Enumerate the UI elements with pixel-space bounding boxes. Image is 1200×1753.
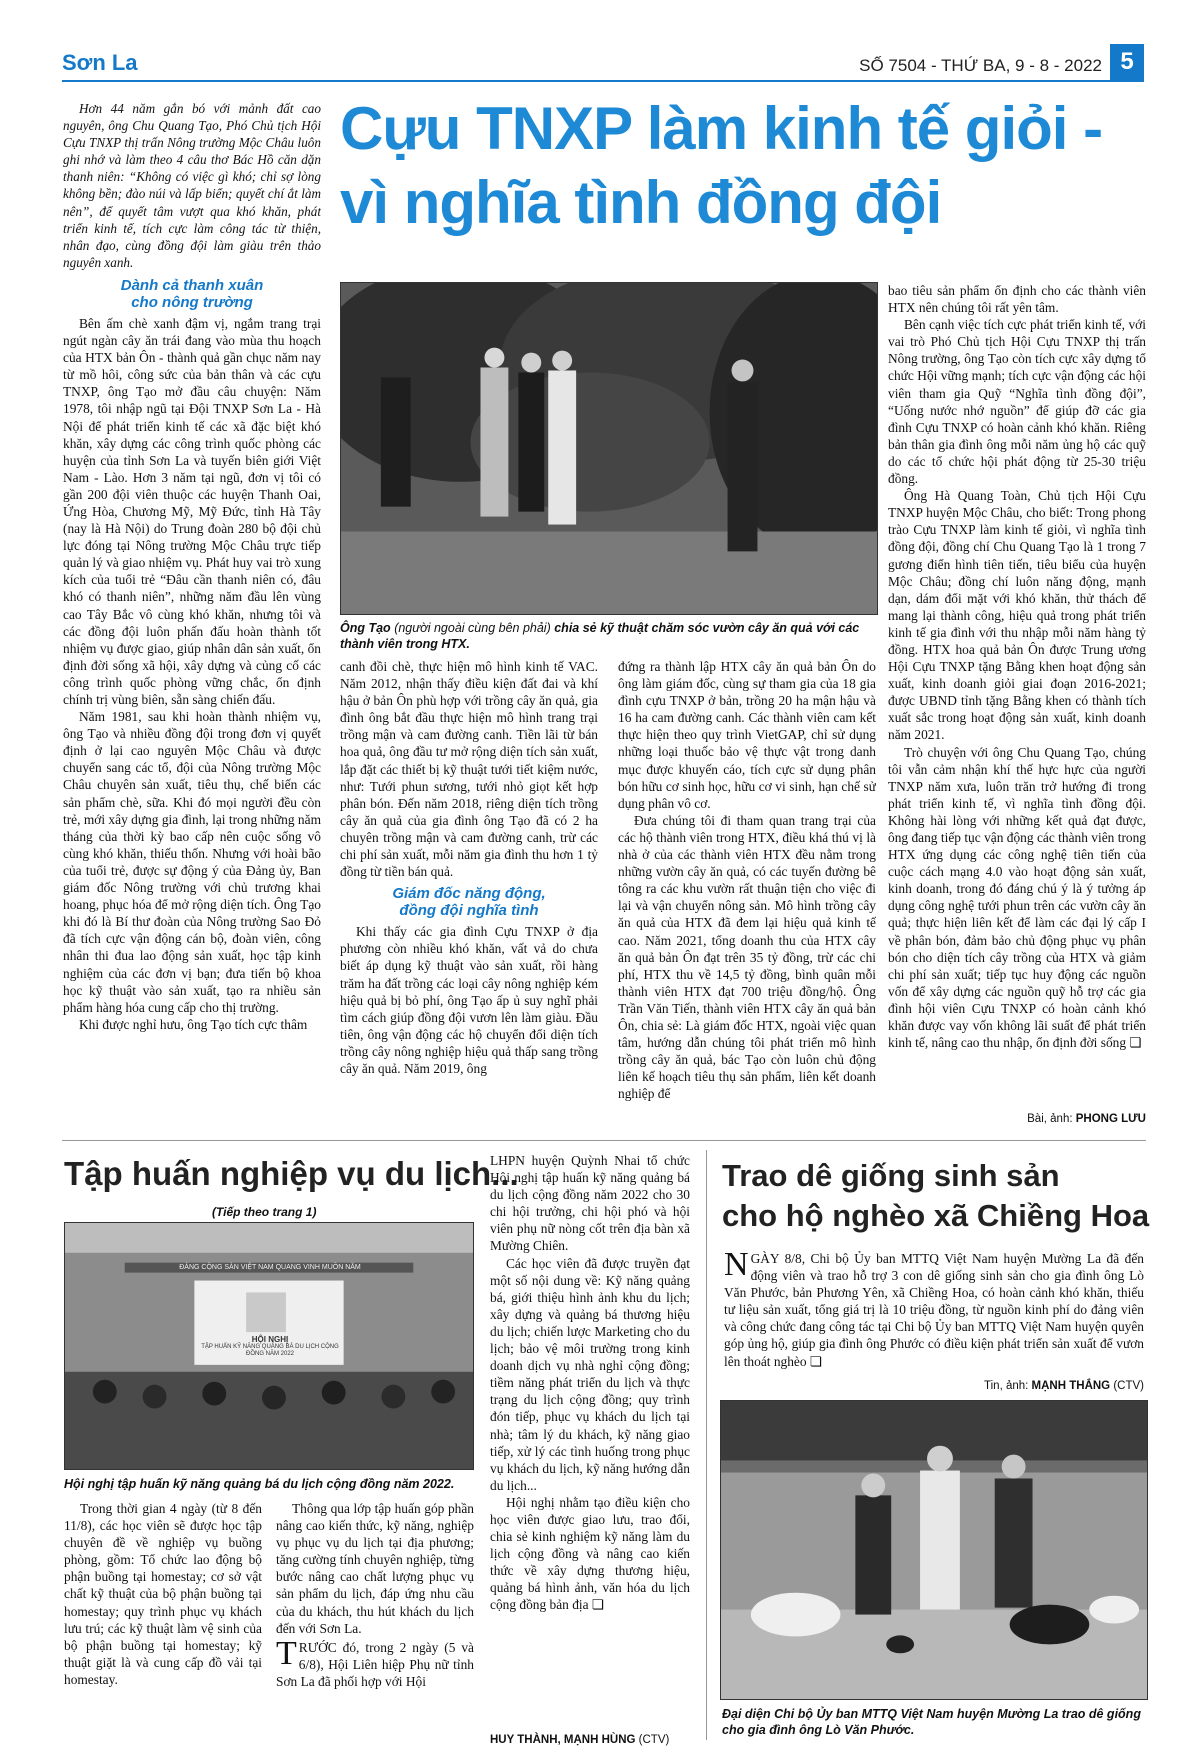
byline-name: HUY THÀNH, MẠNH HÙNG [490, 1734, 636, 1746]
tourism-photo [64, 1222, 474, 1470]
main-photo-caption [340, 620, 878, 652]
goat-headline-line1: Trao dê giống sinh sản [722, 1158, 1060, 1193]
paragraph: Các học viên đã được truyền đạt một số nội dung về: Kỹ năng quảng bá, giới thiệu hình ảnh khu du lịch; xây dựng và quảng bá thương hiệu du lịch; chiến lược Marketing cho du lịch; bảo vệ môi trường trong kinh doanh dịch vụ nhà nghỉ cộng đồng; tiềm năng phát triển du lịch và thực trạng du lịch cộng đồng; quy trình đón tiếp, phục vụ khách du lịch tại nhà; tâm lý du khách, kỹ năng giao tiếp, xử lý các tình huống trong phục vụ khách du lịch, kỹ năng hướng dẫn du lịch... [490, 1255, 690, 1493]
tourism-photo-sign [197, 1335, 343, 1358]
paragraph-text: RƯỚC đó, trong 2 ngày (5 và 6/8), Hội Liên hiệp Phụ nữ tỉnh Sơn La đã phối hợp với Hội [276, 1639, 474, 1689]
main-col4 [888, 282, 1146, 1112]
dropcap: T [276, 1634, 297, 1672]
paragraph [276, 1634, 474, 1690]
paragraph: bao tiêu sản phẩm ổn định cho các thành viên HTX nên chúng tôi rất yên tâm. [888, 283, 1146, 316]
column-divider [706, 1150, 707, 1740]
headline-line2: vì nghĩa tình đồng đội [340, 169, 942, 236]
issue-info: SỐ 7504 - THỨ BA, 9 - 8 - 2022 [859, 56, 1102, 75]
goat-body [724, 1250, 1144, 1390]
end-mark: ❏ [1129, 1035, 1142, 1051]
byline-name: PHONG LƯU [1075, 1113, 1146, 1125]
paragraph: Thông qua lớp tập huấn góp phần nâng cao kiến thức, kỹ năng, nghiệp vụ phục vụ du lịch tại địa phương; tăng cường tính chuyên nghiệp, từng bước nâng cao chất lượng phục vụ sản phẩm du lịch, đáp ứng nhu cầu của du khách, thu hút khách du lịch đến với Sơn La. [276, 1501, 474, 1636]
tourism-photo-banner: ĐẢNG CỘNG SẢN VIỆT NAM QUANG VINH MUÔN NĂM [179, 1264, 361, 1271]
section-name: Sơn La [62, 50, 138, 75]
caption-rest: chia sẻ kỹ thuật chăm sóc vườn cây ăn quả với các thành viên trong HTX. [340, 621, 860, 651]
subhead-1-line1: Dành cả thanh xuân [120, 276, 264, 294]
sign-title: HỘI NGHỊ [251, 1335, 289, 1344]
paragraph-text: GÀY 8/8, Chi bộ Ủy ban MTTQ Việt Nam huyện Mường La đã đến động viên và trao hỗ trợ 3 con dê giống sinh sản cho gia đình ông Lò Văn Phước, bản Phương Yên, xã Chiềng Hoa, có hoàn cảnh khó khăn, thiếu tư liệu sản xuất, tổng giá trị là 10 triệu đồng, từ nguồn kinh phí do đảng viên và công chức đang công tác tại Chi bộ Ủy ban MTTQ Việt Nam huyện quyên góp ủng hộ, giúp gia đình ông Phước có điều kiện phát triển sản xuất để vươn lên thoát nghèo [724, 1251, 1144, 1369]
paragraph: Bên cạnh việc tích cực phát triển kinh tế, với vai trò Phó Chủ tịch Hội Cựu TNXP thị trấn Nông trường, ông Tạo còn tích cực xây dựng tổ chức Hội vững mạnh; tích cực vận động các hội viên tham gia Quỹ “Nghĩa tình đồng đội”, “Uống nước nhớ nguồn” để giúp đỡ các gia đình Cựu TNXP có hoàn cảnh khó khăn. Riêng bản thân gia đình ông mỗi năm ủng hộ các quỹ do các tổ chức hội phát động từ 25-30 triệu đồng. [888, 317, 1146, 487]
end-mark: ❏ [591, 1597, 604, 1613]
byline-prefix: Bài, ảnh: [1027, 1113, 1073, 1125]
headline-line1: Cựu TNXP làm kinh tế giỏi - [340, 95, 1103, 162]
paragraph: Khi thấy các gia đình Cựu TNXP ở địa phương còn nhiều khó khăn, vất vả do chưa biết áp dụng kỹ thuật vào sản xuất, rồi hàng trăm ha đất trồng các loại cây nông nghiệp kém hiệu quả bị bỏ phí, ông Tạo ấp ủ suy nghĩ phải tìm cách giúp đồng đội vươn lên làm giàu. Đầu tiên, ông vận động các hộ chuyển đổi diện tích trồng cây nông nghiệp hiệu quả thấp sang trồng cây ăn quả. Năm 2019, ông [340, 924, 598, 1076]
paragraph: Trong thời gian 4 ngày (từ 8 đến 11/8), các học viên sẽ được học tập chuyên đề về nghiệp vụ buồng phòng, gồm: Tổ chức lao động bộ phận buồng tại homestay; cơ sở vật chất kỹ thuật của bộ phận buồng tại homestay; quy trình phục vụ khách lưu trú; các kỹ thuật làm vệ sinh của bộ phận buồng tại homestay; kỹ thuật giặt là và cung cấp đồ vải tại homestay. [64, 1501, 262, 1687]
paragraph: Khi được nghỉ hưu, ông Tạo tích cực thâm [79, 1016, 308, 1032]
caption-paren: (người ngoài cùng bên phải) [394, 621, 551, 635]
paragraph: Đưa chúng tôi đi tham quan trang trại của các hộ thành viên trong HTX, điều khá thú vị là nhà ở của các thành viên HTX đều nằm trong những vườn cây ăn quả, có các tuyến đường bê tông ra các khu vườn rất thuận tiện cho việc đi lại và vận chuyển nông sản. Mô hình trồng cây ăn quả của HTX đã đem lại hiệu quả kinh tế cao. Năm 2021, tổng doanh thu của HTX cây ăn quả bản Ôn đạt trên 35 tỷ đồng, trừ các chi phí, HTX thu về 14,5 tỷ đồng, bình quân mỗi thành viên HTX đạt 700 triệu đồng/hộ. Ông Trần Văn Tiến, thành viên HTX cây ăn quả bản Ôn, chia sẻ: Là giám đốc HTX, ngoài việc quan tâm, hướng dẫn chúng tôi phát triển mô hình trồng cây ăn quả, bác Tạo còn luôn chủ động liên kế hoạch tiêu thụ sản phẩm, liên kết doanh nghiệp để [618, 812, 876, 1102]
paragraph [490, 1494, 690, 1614]
main-col1 [63, 100, 321, 1125]
paragraph: Năm 1981, sau khi hoàn thành nhiệm vụ, ông Tạo và nhiều đồng đội trong đơn vị quyết định ở lại cao nguyên Mộc Châu và được chuyển sang các tổ, đội của Nông trường Mộc Châu chuyên sản xuất, tiêu thụ, chế biến các sản phẩm chè, sữa. Khi đó mọi người đều còn trẻ, mới xây dựng gia đình, lại trong những năm tháng của thời kỳ bao cấp nên cuộc sống vô cùng khó khăn, thiếu thốn. Nhưng với hoài bão của tuổi trẻ, được sự động ý của Đảng ủy, Ban giám đốc Nông trường với chủ trương khai hoang, phục hóa để mở rộng diện tích. Ông Tạo khi đó là Bí thư đoàn của Nông trường Sao Đỏ đã tích cực vận động cán bộ, đoàn viên, công nhân thi đua lao động sản xuất, học tập kinh nghiệm của các đơn vị bạn; đưa tiến bộ khoa học kỹ thuật vào sản xuất, tạo ra nhiều sản phẩm hàng hóa cung cấp cho thị trường. [63, 709, 321, 1015]
subhead-1-line2: cho nông trường [131, 293, 253, 311]
sign-subtitle: TẬP HUẤN KỸ NĂNG QUẢNG BÁ DU LỊCH CỘNG ĐỒNG NĂM 2022 [201, 1344, 339, 1357]
subhead-1 [63, 277, 321, 311]
paragraph: Ông Hà Quang Toàn, Chủ tịch Hội Cựu TNXP huyện Mộc Châu, cho biết: Trong phong trào Cựu TNXP làm kinh tế giỏi, vì nghĩa tình đồng đội, đồng chí Chu Quang Tạo là 1 trong 7 gương điển hình tiên tiến, tiêu biểu của huyện Mộc Châu; đồng chí luôn năng động, mạnh dạn, dám đổi mặt với khó khăn, thử thách để mang lại thành công, hiệu quả trong phát triển kinh tế gia đình với thu nhập mỗi năm hàng tỷ đồng. HTX hoa quả bản Ôn được Trung ương Hội Cựu TNXP tặng Bằng khen hoạt động sản xuất, kinh doanh giỏi giai đoạn 2016-2021; được UBND tỉnh tặng Bằng khen có thành tích xuất sắc trong hoạt động sản xuất, kinh doanh năm 2021. [888, 488, 1146, 743]
paragraph-text: Hội nghị nhằm tạo điều kiện cho học viên được giao lưu, trao đổi, chia sẻ kinh nghiệm kỹ năng làm du lịch cộng đồng và nâng cao kiến thức về xây dựng thương hiệu, quảng bá hình ảnh, văn hóa du lịch cộng đồng bản địa [490, 1494, 690, 1613]
tourism-article [62, 1150, 702, 1750]
tourism-byline [490, 1734, 690, 1746]
tourism-col2 [276, 1500, 474, 1748]
paragraph: canh đồi chè, thực hiện mô hình kinh tế VAC. Năm 2012, nhận thấy điều kiện đất đai và khí hậu ở bản Ôn phù hợp với trồng cây ăn quả, gia đình ông bắt đầu thực hiện mô hình trang trại trồng mận và cam đường canh. Tiền lãi từ bán hoa quả, ông đầu tư mở rộng diện tích sản xuất, lắp đặt các thiết bị kỹ thuật tưới tiết kiệm nước, như: Tưới phun sương, tưới nhỏ giọt kết hợp phân bón. Đến năm 2018, riêng diện tích trồng cây ăn quả của gia đình ông Tạo đã có 2 ha chuyên trồng mận và cam đường canh, trừ các chi phí sản xuất, mỗi năm gia đình thu hơn 1 tỷ đồng từ tiền bán quả. [340, 659, 598, 880]
byline-prefix: Tin, ảnh: [984, 1380, 1029, 1392]
section-divider [62, 1140, 1146, 1141]
goat-byline [724, 1380, 1144, 1392]
main-col2 [340, 658, 598, 1138]
main-photo [340, 282, 878, 615]
main-col3 [618, 658, 876, 1138]
goat-photo-caption: Đại diện Chi bộ Ủy ban MTTQ Việt Nam huyện Mường La trao dê giống cho gia đình ông Lò Văn Phước. [722, 1707, 1141, 1737]
byline-suffix: (CTV) [638, 1734, 670, 1746]
goat-photo [720, 1400, 1148, 1700]
subhead-2 [340, 885, 598, 919]
byline-name: MẠNH THẮNG [1031, 1380, 1111, 1392]
tourism-headline: Tập huấn nghiệp vụ du lịch... [64, 1155, 519, 1192]
tourism-col3 [490, 1152, 690, 1732]
main-byline [888, 1113, 1146, 1125]
byline-suffix: (CTV) [1113, 1380, 1144, 1392]
goat-headline [722, 1156, 1150, 1236]
main-headline [340, 92, 1160, 240]
caption-name: Ông Tạo [340, 621, 391, 635]
paragraph [888, 744, 1146, 1052]
goat-article [720, 1150, 1148, 1750]
paragraph: Bên ấm chè xanh đậm vị, ngắm trang trại ngút ngàn cây ăn trái đang vào mùa thu hoạch của HTX bản Ôn - thành quả gần chục năm nay từ mồ hôi, công sức của bản thân và các cựu TNXP, ông Tạo mở đầu câu chuyện: Năm 1978, tôi nhập ngũ tại Đội TNXP Sơn La - Hà Nội để phát triển kinh tế các xã đặc biệt khó khăn, xây dựng các công trình quốc phòng các huyện của tỉnh Sơn La và tuyến biên giới Việt Nam - Lào. Hơn 3 năm tại ngũ, đơn vị tôi có gần 200 đội viên thuộc các huyện Thanh Oai, Ứng Hòa, Chương Mỹ, Mỹ Đức, tỉnh Hà Tây (nay là Hà Nội) do Trung đoàn 280 bộ đội chủ lực đóng tại Nông trường Mộc Châu trực tiếp quản lý và giao nhiệm vụ. Phát huy vai trò xung kích của tuổi trẻ “Đâu cần thanh niên có, đâu khó có thanh niên”, những năm đầu lên vùng cao Tây Bắc vô cùng khó khăn, nhưng tôi và các đồng đội luôn phấn đấu hoàn thành tốt nhiệm vụ được giao, giúp nhân dân sản xuất, ổn định đời sống xã hội, xây dựng và củng cố các công trình quốc phòng vững chắc, ổn định chính trị vùng biên, sẵn sàng chiến đấu. [63, 315, 321, 707]
paragraph: LHPN huyện Quỳnh Nhai tổ chức Hội nghị tập huấn kỹ năng quảng bá du lịch cộng đồng năm 2022 cho 30 chi hội trưởng, chi hội phó và hội viên phụ nữ nòng cốt trên địa bàn xã Mường Chiên. [490, 1153, 690, 1254]
tourism-photo-caption: Hội nghị tập huấn kỹ năng quảng bá du lịch cộng đồng năm 2022. [64, 1477, 455, 1491]
paragraph: đứng ra thành lập HTX cây ăn quả bản Ôn do ông làm giám đốc, cùng sự tham gia của 18 gia đình cựu TNXP ở bản, trồng 20 ha mận hậu và 16 ha cam đường canh. Các thành viên cam kết thực hiện theo quy trình VietGAP, chỉ sử dụng những loại thuốc bảo vệ thực vật trong danh mục được khuyến cáo, tích cực sử dụng phân bón hữu cơ sinh học, hữu cơ vi sinh, hạn chế sử dụng phân vô cơ. [618, 659, 876, 811]
paragraph-text: Trò chuyện với ông Chu Quang Tạo, chúng tôi vẫn cảm nhận khí thế hực hực của người TNXP năm xưa, luôn trăn trở hướng đi trong phát triển kinh tế, vì nghĩa tình đồng đội. Không hài lòng với những kết quả đạt được, ông đang tiếp tục vận động các thành viên trong HTX ứng dụng các công nghệ tiên tiến của cuộc cách mạng 4.0 vào hoạt động sản xuất, kinh doanh, trong đó đáng chú ý là ý tưởng áp dụng công nghệ tưới phun trên các vườn cây ăn quả; thực hiện liên kết để làm các đại lý cấp I về phân bón, đảm bảo chủ động phục vụ phân bón cho diện tích cây trồng của HTX và giảm chi phí sản xuất; tiếp tục huy động các nguồn vốn để xây dựng các nguồn quỹ hỗ trợ các gia đình hội viên Cựu TNXP có hoàn cảnh khó khăn được vay vốn không lãi suất để phát triển kinh tế, nâng cao thu nhập, ổn định đời sống [888, 744, 1146, 1051]
tourism-continued: (Tiếp theo trang 1) [212, 1205, 317, 1219]
page-number: 5 [1110, 44, 1144, 80]
goat-headline-line2: cho hộ nghèo xã Chiềng Hoa [722, 1198, 1150, 1233]
paragraph [724, 1250, 1144, 1370]
subhead-2-line2: đồng đội nghĩa tình [399, 902, 539, 920]
article-lead: Hơn 44 năm gắn bó với mảnh đất cao nguyên, ông Chu Quang Tạo, Phó Chủ tịch Hội Cựu TNXP thị trấn Nông trường Mộc Châu luôn ghi nhớ và làm theo 4 câu thơ Bác Hồ căn dặn thanh niên: “Không có việc gì khó; chỉ sợ lòng không bền; đào núi và lấp biển; quyết chí ắt làm nên”, để quyết tâm vượt qua khó khăn, phát triển kinh tế, tích cực làm công tác từ thiện, nhân đạo, cùng đồng đội làm giàu trên thảo nguyên xanh. [63, 101, 321, 270]
dropcap: N [724, 1250, 749, 1283]
tourism-col1 [64, 1500, 262, 1748]
subhead-2-line1: Giám đốc năng động, [392, 885, 546, 903]
end-mark: ❏ [809, 1353, 822, 1369]
